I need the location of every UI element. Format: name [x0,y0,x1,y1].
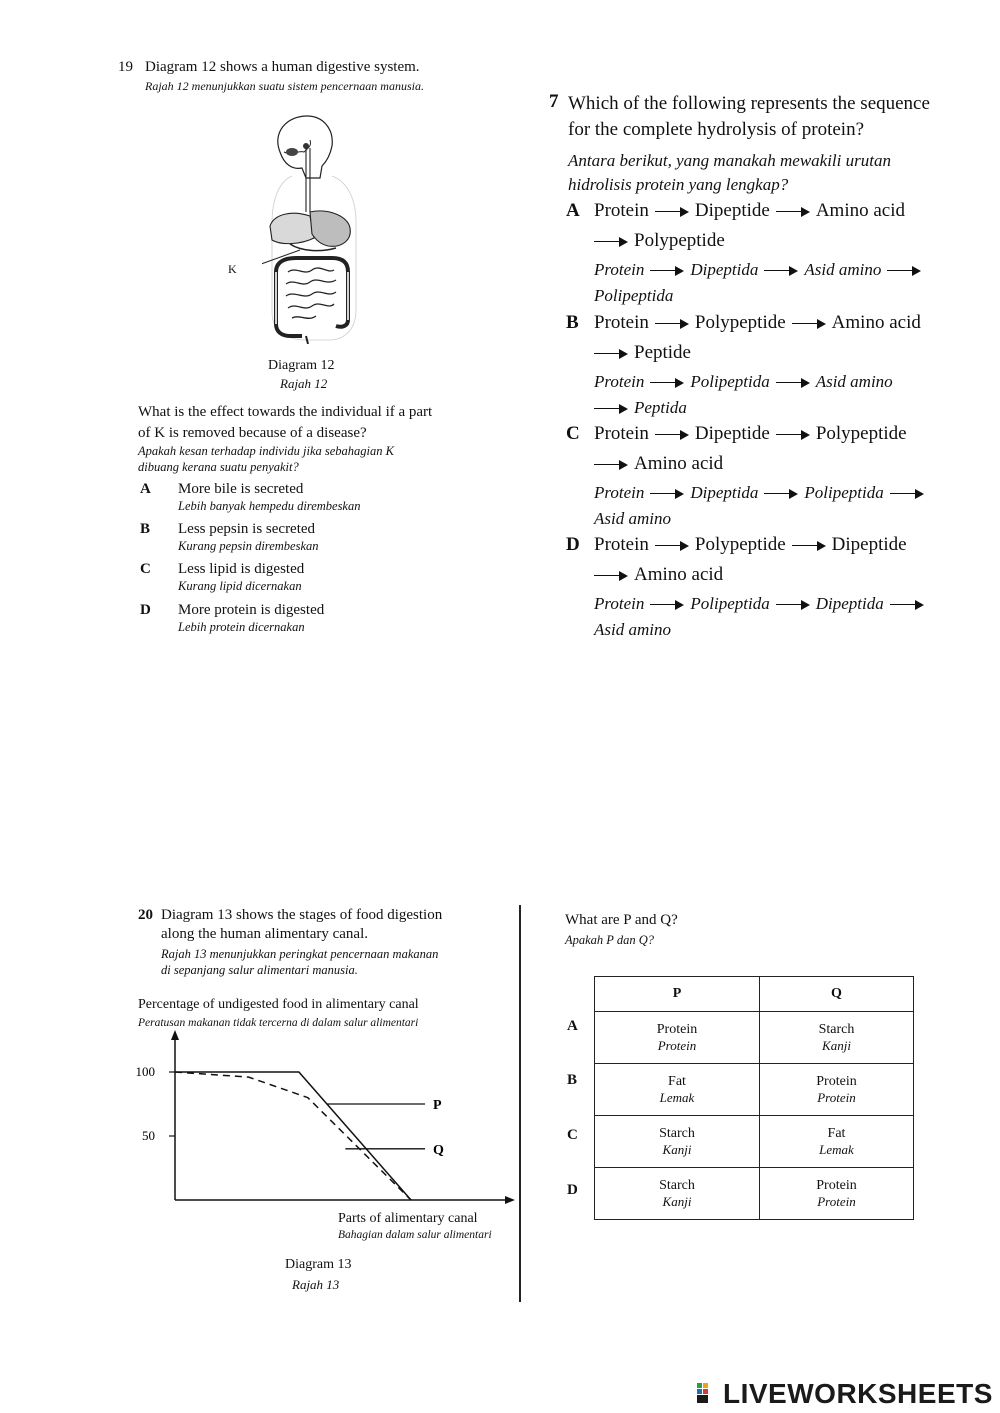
cell-ms: Protein [817,1089,856,1105]
table-header-q: Q [760,977,914,1012]
row-label-a: A [567,1018,578,1034]
sequence-en [594,423,907,445]
step: Peptide [634,342,691,363]
step: Polypeptide [694,312,786,333]
table-cell-p [595,1012,760,1064]
step: Asid amino [815,372,893,391]
q7-number: 7 [549,91,559,112]
q19-caption-en: Diagram 12 [268,358,335,373]
step: Asid amino [804,260,882,279]
option-letter: A [566,200,580,221]
table-cell-p [595,1116,760,1168]
cell-ms: Protein [657,1037,697,1053]
option-text-en: Less lipid is digested [178,561,305,577]
step: Protein [594,594,645,613]
y-axis-arrow-icon [171,1030,179,1040]
step: Protein [594,372,645,391]
arrow-icon [650,378,684,388]
q20-number: 20 [138,907,153,923]
option-text-ms: Kurang pepsin dirembeskan [178,539,319,553]
y-tick-label: 100 [135,1064,155,1079]
option-letter: D [566,534,580,555]
step: Asid amino [594,509,671,528]
q7-stem-ms-1: Antara berikut, yang manakah mewakili urutan [568,151,891,170]
q20-stem-ms-2: di sepanjang salur alimentari manusia. [161,963,358,977]
chart-title-ms: Peratusan makanan tidak tercerna di dalam salur alimentari [138,1017,419,1029]
step: Polypeptide [694,534,786,555]
step: Dipeptide [694,200,770,221]
cell-en: Protein [656,1021,698,1037]
sequence-ms [594,372,893,392]
table-row[interactable] [595,1168,914,1220]
table-cell-q [760,1116,914,1168]
step: Polipeptida [594,286,674,305]
q20-stem-en-2: along the human alimentary canal. [161,926,369,942]
step: Protein [594,423,649,444]
cell-en: Starch [659,1125,695,1141]
q20-question-en: What are P and Q? [565,912,678,928]
arrow-icon [594,237,628,247]
table-cell-q [760,1064,914,1116]
arrow-icon [764,489,798,499]
cell-en: Protein [816,1073,857,1089]
table-row[interactable] [595,1012,914,1064]
arrow-icon [887,266,921,276]
step: Dipeptida [690,260,759,279]
q19-caption-ms: Rajah 12 [280,376,328,391]
table-cell-q [760,1168,914,1220]
sequence-en [594,312,921,334]
cell-ms: Lemak [819,1141,854,1157]
row-label-d: D [567,1182,578,1198]
step: Amino acid [815,200,906,221]
option-text-ms: Lebih banyak hempedu dirembeskan [178,499,361,513]
table-row[interactable] [595,1064,914,1116]
arrow-icon [655,319,689,329]
cell-en: Fat [827,1125,846,1141]
step: Protein [594,534,649,555]
table-cell-p [595,1168,760,1220]
series-line-q [175,1072,411,1200]
step: Polipeptida [690,372,770,391]
q19-question-ms-2: dibuang kerana suatu penyakit? [138,460,299,474]
arrow-icon [890,489,924,499]
option-text-en: Less pepsin is secreted [178,521,316,537]
q19-question-en-1: What is the effect towards the individual if a part [138,404,433,420]
option-letter: B [566,312,579,333]
series-line-p [175,1072,411,1200]
q19-number: 19 [118,59,133,75]
step: Polipeptida [690,594,770,613]
step: Polypeptide [815,423,907,444]
step: Protein [594,483,645,502]
sequence-en [594,534,907,556]
q19-question-en-2: of K is removed because of a disease? [138,425,367,441]
arrow-icon [776,207,810,217]
cell-ms: Kanji [822,1037,851,1053]
arrow-icon [890,600,924,610]
arrow-icon [764,266,798,276]
q20-stem-en-1: Diagram 13 shows the stages of food digestion [161,907,443,923]
arrow-icon [650,266,684,276]
step: Amino acid [634,453,724,474]
option-text-ms: Kurang lipid dicernakan [178,579,302,593]
option-letter: C [566,423,580,444]
step: Protein [594,200,649,221]
sequence-ms [594,260,927,280]
column-divider [519,905,521,1302]
series-label-p: P [433,1098,442,1113]
cell-en: Starch [818,1021,855,1037]
step: Protein [594,312,649,333]
digestive-system-diagram [262,112,362,344]
y-tick-label: 50 [142,1128,155,1143]
liveworksheets-logo-icon [697,1381,721,1405]
q7-stem-en-2: for the complete hydrolysis of protein? [568,119,865,140]
option-letter: B [140,521,151,537]
arrow-icon [792,319,826,329]
chart-title: Percentage of undigested food in alimentary canal [138,997,419,1012]
option-text-en: More bile is secreted [178,481,304,497]
arrow-icon [594,571,628,581]
arrow-icon [776,378,810,388]
cell-ms: Lemak [659,1089,695,1105]
arrow-icon [650,600,684,610]
arrow-icon [655,541,689,551]
sequence-en [594,200,905,222]
q19-stem-ms: Rajah 12 menunjukkan suatu sistem pencernaan manusia. [145,79,424,93]
step: Protein [594,260,645,279]
row-label-c: C [567,1127,578,1143]
cell-ms: Kanji [662,1141,692,1157]
table-header-p: P [595,977,760,1012]
step: Dipeptida [690,483,759,502]
arrow-icon [594,460,628,470]
option-text-ms: Lebih protein dicernakan [178,620,305,634]
arrow-icon [594,349,628,359]
x-axis-arrow-icon [505,1196,515,1204]
sequence-ms [594,483,930,503]
q7-stem-ms-2: hidrolisis protein yang lengkap? [568,175,789,194]
table-row[interactable] [595,1116,914,1168]
q20-caption-ms: Rajah 13 [292,1277,340,1292]
chart-xlabel: Parts of alimentary canal [338,1211,478,1226]
table-header-row [595,977,914,1012]
step: Polypeptide [634,230,725,251]
table-cell-p [595,1064,760,1116]
label-k: K [228,262,237,276]
arrow-icon [792,541,826,551]
cell-en: Protein [816,1177,857,1193]
cell-en: Starch [659,1177,695,1193]
q19-stem-en: Diagram 12 shows a human digestive system. [145,59,420,75]
arrow-icon [650,489,684,499]
chart-xlabel-ms: Bahagian dalam salur alimentari [338,1229,492,1241]
step: Asid amino [594,620,671,639]
q20-question-ms: Apakah P dan Q? [565,933,654,947]
option-letter: C [140,561,151,577]
q7-stem-en-1: Which of the following represents the sequence [568,93,930,114]
step: Peptida [634,398,687,417]
step: Dipeptida [815,594,884,613]
q19-question-ms-1: Apakah kesan terhadap individu jika sebahagian K [138,444,394,458]
cell-ms: Kanji [662,1193,692,1209]
table-cell-q [760,1012,914,1064]
option-text-en: More protein is digested [178,602,325,618]
cell-en: Fat [668,1073,686,1089]
step: Amino acid [634,564,724,585]
option-letter: D [140,602,151,618]
option-letter: A [140,481,151,497]
arrow-icon [776,600,810,610]
row-label-b: B [567,1072,578,1088]
series-label-q: Q [433,1142,444,1158]
liveworksheets-brand: LIVEWORKSHEETS [723,1378,993,1409]
q20-stem-ms-1: Rajah 13 menunjukkan peringkat pencernaan makanan [161,947,439,961]
step: Dipeptide [694,423,770,444]
arrow-icon [594,404,628,414]
arrow-icon [655,430,689,440]
sequence-ms [594,594,930,614]
arrow-icon [776,430,810,440]
step: Dipeptide [831,534,907,555]
answer-table [594,976,914,1220]
step: Amino acid [831,312,921,333]
step: Polipeptida [804,483,884,502]
q20-caption-en: Diagram 13 [285,1257,352,1272]
cell-ms: Protein [817,1193,856,1209]
arrow-icon [655,207,689,217]
